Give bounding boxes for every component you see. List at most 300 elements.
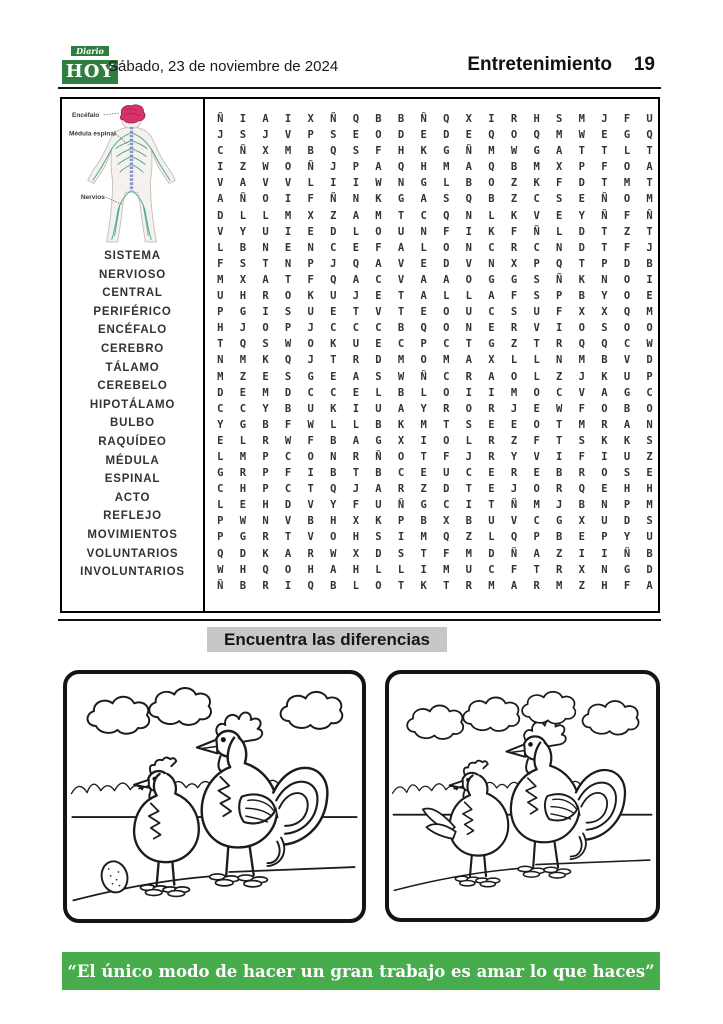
grid-letter: O xyxy=(262,322,269,335)
grid-letter: M xyxy=(217,370,224,383)
grid-letter: S xyxy=(578,434,585,447)
grid-letter: C xyxy=(284,483,292,496)
grid-letter: T xyxy=(420,547,427,560)
brain-illustration xyxy=(120,105,145,123)
grid-letter: X xyxy=(510,257,518,270)
section-title: Entretenimiento xyxy=(467,54,612,75)
grid-letter: Y xyxy=(330,499,337,512)
grid-letter: F xyxy=(217,257,224,270)
logo-small-text: Diario xyxy=(71,46,109,56)
grid-letter: O xyxy=(443,434,450,447)
grid-letter: Z xyxy=(330,209,337,222)
grid-letter: N xyxy=(556,241,563,254)
grid-letter: V xyxy=(284,515,292,528)
grid-letter: Q xyxy=(420,322,427,335)
grid-letter: V xyxy=(284,177,292,190)
edition-date: Sábado, 23 de noviembre de 2024 xyxy=(108,58,339,75)
grid-letter: A xyxy=(375,483,382,496)
grid-letter: L xyxy=(352,579,360,592)
grid-letter: L xyxy=(217,450,224,463)
grid-letter: U xyxy=(307,306,314,319)
grid-letter: O xyxy=(443,306,450,319)
grid-letter: S xyxy=(646,515,653,528)
grid-letter: V xyxy=(307,531,314,544)
grid-letter: J xyxy=(307,354,314,367)
grid-letter: O xyxy=(646,402,653,415)
grid-letter: T xyxy=(533,563,540,576)
grid-letter: M xyxy=(239,354,247,367)
grid-letter: X xyxy=(601,306,608,319)
grid-letter: N xyxy=(262,241,269,254)
grid-letter: R xyxy=(510,467,518,480)
grid-letter: Y xyxy=(510,450,518,463)
grid-letter: L xyxy=(510,354,518,367)
grid-letter: K xyxy=(623,434,631,447)
grid-letter: U xyxy=(375,499,382,512)
grid-letter: J xyxy=(510,483,518,496)
grid-letter: G xyxy=(443,145,450,158)
grid-letter: L xyxy=(488,209,495,222)
grid-letter: G xyxy=(217,467,224,480)
grid-letter: V xyxy=(533,322,540,335)
grid-letter: V xyxy=(397,273,405,286)
grid-letter: S xyxy=(239,129,247,142)
word-list-item: BULBO xyxy=(110,417,155,430)
figure-label-encefalo: Encéfalo xyxy=(71,111,100,119)
grid-letter: Z xyxy=(510,177,518,190)
grid-letter: A xyxy=(284,547,292,560)
grid-letter: T xyxy=(578,257,585,270)
header-rule xyxy=(58,87,661,89)
grid-letter: U xyxy=(352,338,360,351)
grid-letter: N xyxy=(352,193,360,206)
grid-letter: T xyxy=(646,225,653,238)
grid-row xyxy=(209,240,661,256)
word-list-item: VOLUNTARIOS xyxy=(86,547,179,560)
grid-letter: F xyxy=(623,113,631,125)
grid-letter: D xyxy=(443,129,450,142)
grid-letter: Z xyxy=(510,338,518,351)
grid-letter: R xyxy=(262,290,269,303)
grid-letter: L xyxy=(465,290,472,303)
grid-letter: Ñ xyxy=(375,450,382,463)
grid-letter: T xyxy=(397,579,405,592)
grid-letter: T xyxy=(217,338,224,351)
grid-letter: B xyxy=(330,467,337,480)
grid-letter: G xyxy=(420,177,427,190)
differences-title: Encuentra las diferencias xyxy=(207,627,447,652)
grid-row xyxy=(209,288,661,304)
grid-letter: T xyxy=(465,483,472,496)
egg xyxy=(98,859,130,896)
grid-letter: N xyxy=(601,499,608,512)
grid-letter: M xyxy=(443,563,450,576)
grid-letter: A xyxy=(397,241,405,254)
grid-letter: F xyxy=(578,402,585,415)
grid-letter: D xyxy=(646,563,653,576)
grid-letter: A xyxy=(330,563,337,576)
grid-letter: F xyxy=(307,434,314,447)
grid-letter: W xyxy=(330,547,337,560)
nervous-system-illustration xyxy=(68,103,197,252)
grid-row xyxy=(209,127,661,143)
grid-letter: I xyxy=(488,113,495,125)
grid-letter: I xyxy=(420,563,427,576)
grid-letter: B xyxy=(307,145,314,158)
grid-letter: W xyxy=(217,563,224,576)
grid-letter: L xyxy=(465,434,472,447)
grid-letter: D xyxy=(578,225,585,238)
grid-letter: D xyxy=(375,547,382,560)
grid-letter: K xyxy=(262,547,269,560)
grid-letter: Z xyxy=(556,547,563,560)
grid-letter: T xyxy=(465,338,472,351)
grid-letter: Y xyxy=(262,402,269,415)
grid-letter: J xyxy=(262,129,269,142)
grid-letter: G xyxy=(533,145,540,158)
grid-letter: C xyxy=(330,322,337,335)
grid-letter: W xyxy=(556,402,563,415)
grid-letter: J xyxy=(646,241,653,254)
grid-letter: Z xyxy=(510,193,518,206)
grid-letter: A xyxy=(375,161,382,174)
grid-letter: E xyxy=(488,418,495,431)
logo-big-text: HOY xyxy=(62,60,118,84)
grid-letter: Z xyxy=(646,450,653,463)
grid-letter: D xyxy=(623,515,631,528)
grid-letter: S xyxy=(375,370,382,383)
grid-letter: C xyxy=(443,338,450,351)
grid-letter: C xyxy=(488,241,495,254)
grid-letter: C xyxy=(443,370,450,383)
grid-letter: R xyxy=(262,434,269,447)
grid-row xyxy=(209,256,661,272)
grid-letter: G xyxy=(556,515,563,528)
grid-letter: H xyxy=(533,113,540,125)
grid-letter: S xyxy=(284,306,292,319)
grid-letter: N xyxy=(307,241,314,254)
grid-letter: O xyxy=(623,193,631,206)
grid-letter: Ñ xyxy=(556,273,563,286)
grid-letter: P xyxy=(352,161,360,174)
word-list-item: ESPINAL xyxy=(104,473,161,486)
grid-row xyxy=(209,546,661,562)
grid-letter: X xyxy=(307,113,314,125)
grid-letter: I xyxy=(284,579,292,592)
grid-letter: E xyxy=(601,129,608,142)
grid-letter: H xyxy=(420,161,427,174)
grid-letter: Ñ xyxy=(217,579,224,592)
grid-row xyxy=(209,159,661,175)
grid-letter: A xyxy=(420,290,427,303)
grid-letter: E xyxy=(420,467,427,480)
page-number: 19 xyxy=(633,54,655,75)
grid-row xyxy=(209,513,661,529)
grid-letter: P xyxy=(307,129,314,142)
grid-letter: Z xyxy=(510,434,518,447)
grid-letter: L xyxy=(397,563,405,576)
grid-row xyxy=(209,143,661,159)
grid-letter: M xyxy=(533,161,540,174)
grid-row xyxy=(209,481,661,497)
grid-letter: L xyxy=(262,209,269,222)
grid-letter: J xyxy=(330,161,337,174)
grid-letter: O xyxy=(443,241,450,254)
grid-letter: I xyxy=(601,450,608,463)
grid-letter: C xyxy=(488,306,495,319)
grid-letter: N xyxy=(465,322,472,335)
word-list-item: CENTRAL xyxy=(102,287,163,300)
grid-letter: K xyxy=(601,434,608,447)
grid-letter: A xyxy=(465,354,472,367)
word-list-item: TÁLAMO xyxy=(105,361,160,374)
grid-letter: B xyxy=(239,579,247,592)
grid-letter: M xyxy=(646,306,653,319)
grid-letter: O xyxy=(578,322,585,335)
word-list-item: RAQUÍDEO xyxy=(98,435,167,448)
grid-letter: C xyxy=(330,241,337,254)
grid-letter: Q xyxy=(646,129,653,142)
grid-letter: C xyxy=(375,322,382,335)
section-divider-rule xyxy=(58,619,661,621)
grid-letter: E xyxy=(533,402,540,415)
grid-letter: M xyxy=(397,354,405,367)
grid-letter: O xyxy=(284,290,292,303)
grid-letter: B xyxy=(601,354,608,367)
grid-row xyxy=(209,497,661,513)
grid-row xyxy=(209,529,661,545)
grid-letter: Z xyxy=(578,579,585,592)
grid-letter: Q xyxy=(443,209,450,222)
grid-letter: N xyxy=(330,450,337,463)
differences-image-right xyxy=(385,670,660,922)
grid-letter: Ñ xyxy=(646,209,653,222)
grid-letter: J xyxy=(239,322,247,335)
grid-letter: U xyxy=(533,306,540,319)
grid-letter: H xyxy=(352,563,360,576)
grid-letter: M xyxy=(556,579,563,592)
grid-letter: L xyxy=(307,177,314,190)
grid-letter: A xyxy=(623,418,631,431)
grid-letter: K xyxy=(420,579,427,592)
grid-letter: F xyxy=(352,499,360,512)
grid-letter: A xyxy=(352,209,360,222)
grid-letter: L xyxy=(420,241,427,254)
grid-row xyxy=(209,449,661,465)
grid-letter: F xyxy=(443,547,450,560)
grid-letter: R xyxy=(510,241,518,254)
grid-letter: U xyxy=(307,402,314,415)
grid-letter: B xyxy=(397,113,405,125)
grid-letter: O xyxy=(465,273,472,286)
grid-letter: M xyxy=(284,145,292,158)
word-list-item: REFLEJO xyxy=(103,510,162,523)
grid-letter: N xyxy=(397,177,405,190)
grid-letter: U xyxy=(623,370,631,383)
grid-letter: D xyxy=(284,499,292,512)
grid-letter: I xyxy=(284,225,292,238)
word-list-item: ENCÉFALO xyxy=(97,324,167,337)
grid-letter: K xyxy=(578,273,585,286)
grid-letter: T xyxy=(352,467,360,480)
grid-letter: T xyxy=(307,483,314,496)
grid-letter: E xyxy=(239,499,247,512)
grid-letter: F xyxy=(284,418,292,431)
grid-letter: N xyxy=(284,257,292,270)
grid-letter: H xyxy=(239,563,247,576)
grid-row xyxy=(209,352,661,368)
word-list-item: CEREBRO xyxy=(100,342,165,355)
grid-letter: V xyxy=(510,515,518,528)
grid-letter: E xyxy=(646,467,653,480)
grid-letter: F xyxy=(443,450,450,463)
grid-letter: A xyxy=(420,273,427,286)
grid-letter: J xyxy=(578,370,585,383)
grid-letter: W xyxy=(646,338,653,351)
grid-letter: O xyxy=(307,338,314,351)
grid-letter: O xyxy=(623,273,631,286)
grid-letter: C xyxy=(239,402,247,415)
grid-letter: E xyxy=(352,129,360,142)
grid-letter: T xyxy=(646,145,653,158)
grid-letter: C xyxy=(623,338,631,351)
grid-letter: Ñ xyxy=(510,499,518,512)
grid-letter: Y xyxy=(601,290,608,303)
grid-letter: B xyxy=(578,290,585,303)
word-list-item: MOVIMIENTOS xyxy=(87,528,178,541)
grid-letter: G xyxy=(239,418,247,431)
grid-letter: C xyxy=(397,338,405,351)
grid-letter: U xyxy=(217,290,224,303)
grid-letter: H xyxy=(601,579,608,592)
grid-letter: K xyxy=(330,338,337,351)
grid-letter: U xyxy=(465,563,472,576)
grid-letter: P xyxy=(578,161,585,174)
grid-letter: R xyxy=(556,483,563,496)
grid-letter: H xyxy=(330,515,337,528)
grid-letter: F xyxy=(623,579,631,592)
quote-text: “El único modo de hacer un gran trabajo es amar lo que haces” xyxy=(67,961,655,981)
grid-letter: T xyxy=(262,257,269,270)
grid-letter: R xyxy=(556,563,563,576)
grid-letter: M xyxy=(533,499,540,512)
grid-letter: D xyxy=(443,483,450,496)
grid-letter: Q xyxy=(352,257,360,270)
grid-row xyxy=(209,562,661,578)
grid-letter: V xyxy=(397,257,405,270)
grid-letter: O xyxy=(601,402,608,415)
grid-letter: H xyxy=(307,563,314,576)
grid-letter: C xyxy=(375,273,382,286)
grid-letter: I xyxy=(284,193,292,206)
grid-letter: U xyxy=(623,450,631,463)
grid-letter: B xyxy=(646,547,653,560)
grid-letter: E xyxy=(488,483,495,496)
grid-letter: E xyxy=(646,290,653,303)
grid-letter: R xyxy=(510,322,518,335)
grid-letter: F xyxy=(307,273,314,286)
grid-letter: W xyxy=(284,434,292,447)
grid-letter: L xyxy=(217,241,224,254)
grid-letter: M xyxy=(623,177,631,190)
grid-letter: I xyxy=(217,161,224,174)
word-list-item: INVOLUNTARIOS xyxy=(80,566,185,579)
grid-letter: H xyxy=(239,483,247,496)
grid-letter: G xyxy=(510,273,518,286)
grid-letter: D xyxy=(217,209,224,222)
word-list-item: MÉDULA xyxy=(105,454,160,467)
grid-letter: J xyxy=(465,450,472,463)
grid-letter: C xyxy=(443,499,450,512)
grid-letter: B xyxy=(556,531,563,544)
grid-letter: T xyxy=(646,177,653,190)
grid-letter: S xyxy=(239,257,247,270)
grid-letter: A xyxy=(239,177,247,190)
grid-row xyxy=(209,369,661,385)
grid-letter: T xyxy=(397,209,405,222)
grid-letter: C xyxy=(284,450,292,463)
grid-letter: X xyxy=(352,547,360,560)
grid-letter: B xyxy=(397,386,405,399)
grid-letter: J xyxy=(510,402,518,415)
wordsearch-panel xyxy=(60,97,660,613)
grid-letter: O xyxy=(375,129,382,142)
grid-letter: L xyxy=(375,563,382,576)
grid-letter: O xyxy=(646,322,653,335)
grid-letter: N xyxy=(556,354,563,367)
grid-letter: W xyxy=(239,515,247,528)
grid-letter: T xyxy=(601,225,608,238)
grid-letter: U xyxy=(488,515,495,528)
grid-letter: D xyxy=(239,547,247,560)
grid-letter: G xyxy=(623,386,631,399)
grid-letter: N xyxy=(465,209,472,222)
wordsearch-left-column xyxy=(62,99,205,611)
grid-letter: E xyxy=(217,434,224,447)
grid-row xyxy=(209,578,661,594)
grid-letter: I xyxy=(420,434,427,447)
grid-letter: Y xyxy=(578,209,585,222)
grid-letter: A xyxy=(397,402,405,415)
grid-letter: Ñ xyxy=(217,113,224,125)
grid-letter: Q xyxy=(556,257,563,270)
grid-letter: B xyxy=(465,515,472,528)
grid-letter: M xyxy=(646,499,653,512)
grid-letter: B xyxy=(420,515,427,528)
grid-letter: A xyxy=(352,370,360,383)
grid-letter: D xyxy=(443,257,450,270)
grid-letter: N xyxy=(465,241,472,254)
grid-letter: L xyxy=(443,177,450,190)
grid-letter: E xyxy=(510,418,518,431)
hen-raised-wing xyxy=(423,808,456,838)
grid-letter: F xyxy=(307,193,314,206)
grid-letter: T xyxy=(397,306,405,319)
grid-letter: T xyxy=(556,434,563,447)
grid-letter: B xyxy=(488,193,495,206)
grid-letter: Q xyxy=(352,113,360,125)
grid-letter: K xyxy=(375,515,382,528)
grid-letter: I xyxy=(465,386,472,399)
grid-letter: M xyxy=(420,418,427,431)
grid-letter: S xyxy=(556,193,563,206)
grid-letter: Q xyxy=(443,113,450,125)
grid-letter: C xyxy=(420,209,427,222)
grid-letter: Q xyxy=(397,161,405,174)
grid-letter: R xyxy=(488,450,495,463)
grid-letter: I xyxy=(307,467,314,480)
grid-letter: A xyxy=(646,161,653,174)
